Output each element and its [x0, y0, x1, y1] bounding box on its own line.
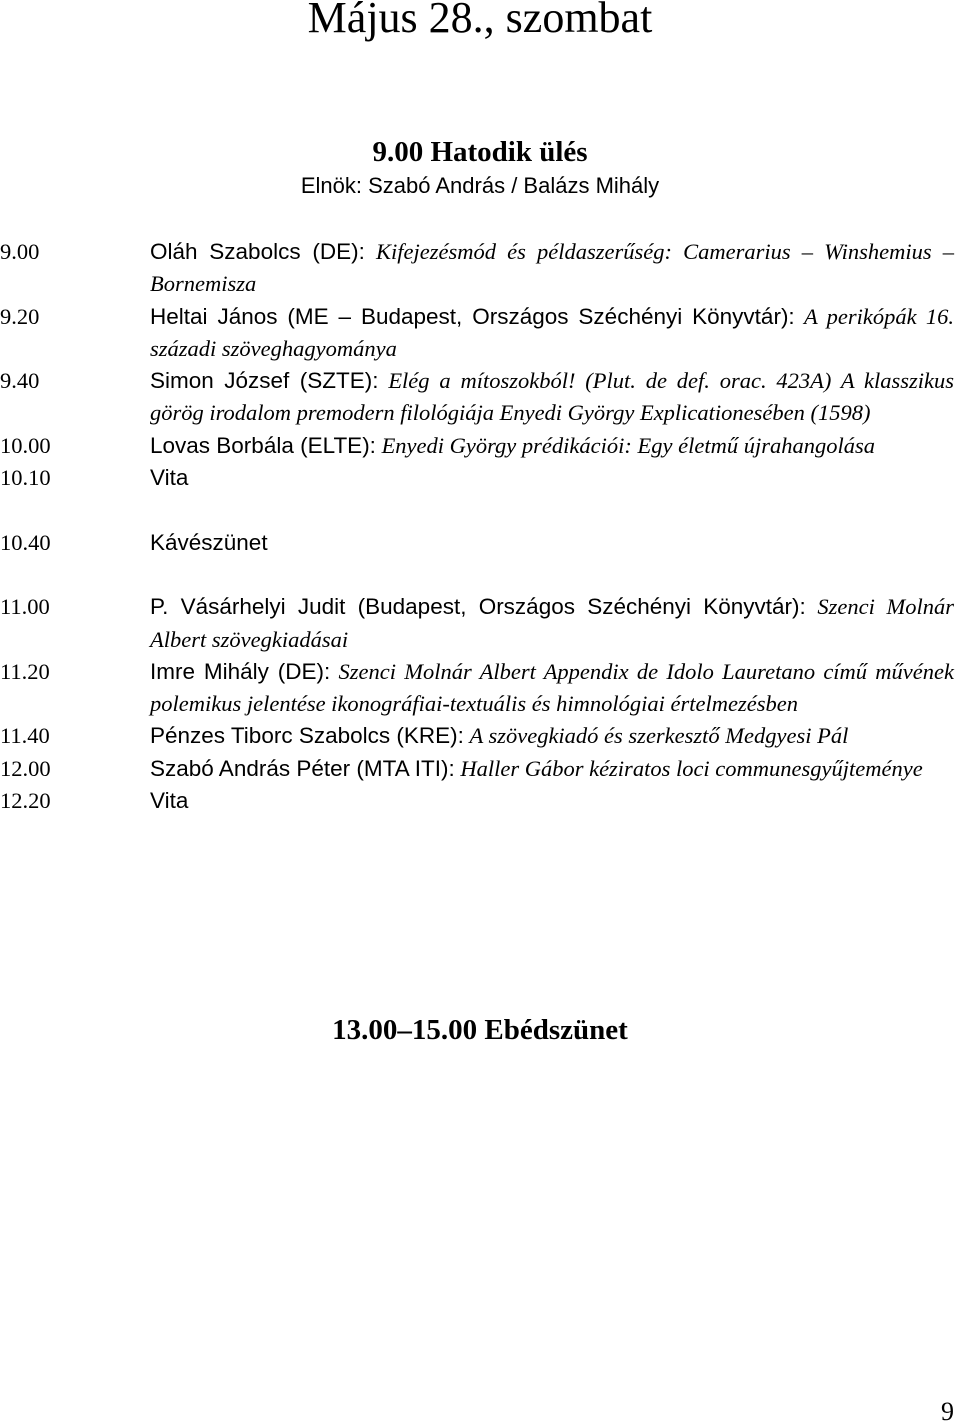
- talk-title: Szenci Molnár Albert szövegkiadásai: [150, 594, 954, 652]
- program-item: [0, 301, 960, 366]
- program-time: 11.00: [0, 594, 50, 620]
- program-item: [0, 430, 960, 462]
- program-time: 9.40: [0, 368, 40, 394]
- program-item: [0, 527, 960, 559]
- program-entry: [150, 656, 954, 721]
- program-time: 12.00: [0, 755, 51, 781]
- chair-names: Szabó András / Balázs Mihály: [368, 173, 660, 198]
- talk-title: Haller Gábor kéziratos loci communesgyűjteménye: [460, 755, 923, 781]
- talk-title: Szenci Molnár Albert Appendix de Idolo Lauretano című művének polemikus jelentése ikonográfiai-textuális és himnológiai értelmezésben: [150, 658, 955, 717]
- program-entry: [150, 430, 954, 462]
- session-title: 9.00 Hatodik ülés: [372, 136, 588, 168]
- program-item: [0, 753, 960, 785]
- program-time: 9.00: [0, 239, 40, 264]
- program-item: [0, 785, 960, 817]
- program-item: [0, 720, 960, 752]
- page-number: 9: [941, 1397, 954, 1426]
- talk-title: A szövegkiadó és szerkesztő Medgyesi Pál: [469, 723, 849, 749]
- program-time: 9.20: [0, 303, 40, 329]
- coffee-break-label: Kávészünet: [150, 529, 268, 555]
- program-time: 10.40: [0, 529, 51, 555]
- program-entry: [150, 365, 954, 430]
- program-item: [0, 656, 960, 721]
- talk-title: A perikópák 16. századi szöveghagyománya: [150, 303, 954, 361]
- program-entry: [150, 462, 954, 494]
- page-title: Május 28., szombat: [307, 0, 653, 42]
- talk-title: Elég a mítoszokból! (Plut. de def. orac. 423A) A klasszikus görög irodalom premodern filológiája Enyedi György Explicationesében (1598): [150, 368, 955, 426]
- speaker: Imre Mihály (DE):: [150, 658, 331, 684]
- speaker: Szabó András Péter (MTA ITI):: [150, 755, 455, 781]
- program-entry: [150, 236, 954, 301]
- program-entry: [150, 591, 954, 656]
- lunch-break: 13.00–15.00 Ebédszünet: [332, 1014, 628, 1046]
- program-time: 11.20: [0, 658, 50, 684]
- program-time: 10.00: [0, 432, 51, 458]
- program-entry: [150, 785, 954, 817]
- speaker: P. Vásárhelyi Judit (Budapest, Országos Széchényi Könyvtár):: [150, 594, 806, 620]
- program-entry: [150, 720, 954, 752]
- speaker: Oláh Szabolcs (DE):: [150, 239, 365, 264]
- program-entry: [150, 301, 954, 366]
- program-entry: [150, 753, 954, 785]
- discussion-label: Vita: [150, 788, 189, 814]
- speaker: Lovas Borbála (ELTE):: [150, 432, 376, 458]
- program-item: [0, 236, 960, 301]
- program-item: [0, 591, 960, 656]
- session-chair: [0, 170, 960, 202]
- talk-title: Kifejezésmód és példaszerűség: Camerarius – Winshemius – Bornemisza: [150, 239, 955, 297]
- speaker: Pénzes Tiborc Szabolcs (KRE):: [150, 723, 464, 749]
- program-time: 12.20: [0, 788, 51, 814]
- speaker: Simon József (SZTE):: [150, 368, 379, 394]
- program-time: 10.10: [0, 465, 51, 491]
- program-time: 11.40: [0, 723, 50, 749]
- program-item: [0, 365, 960, 430]
- speaker: Heltai János (ME – Budapest, Országos Széchényi Könyvtár):: [150, 303, 795, 329]
- talk-title: Enyedi György prédikációi: Egy életmű újrahangolása: [381, 432, 875, 458]
- program-entry: [150, 527, 954, 559]
- program-item: [0, 462, 960, 494]
- discussion-label: Vita: [150, 465, 189, 491]
- program-list: [0, 236, 960, 817]
- chair-label: Elnök:: [300, 173, 362, 198]
